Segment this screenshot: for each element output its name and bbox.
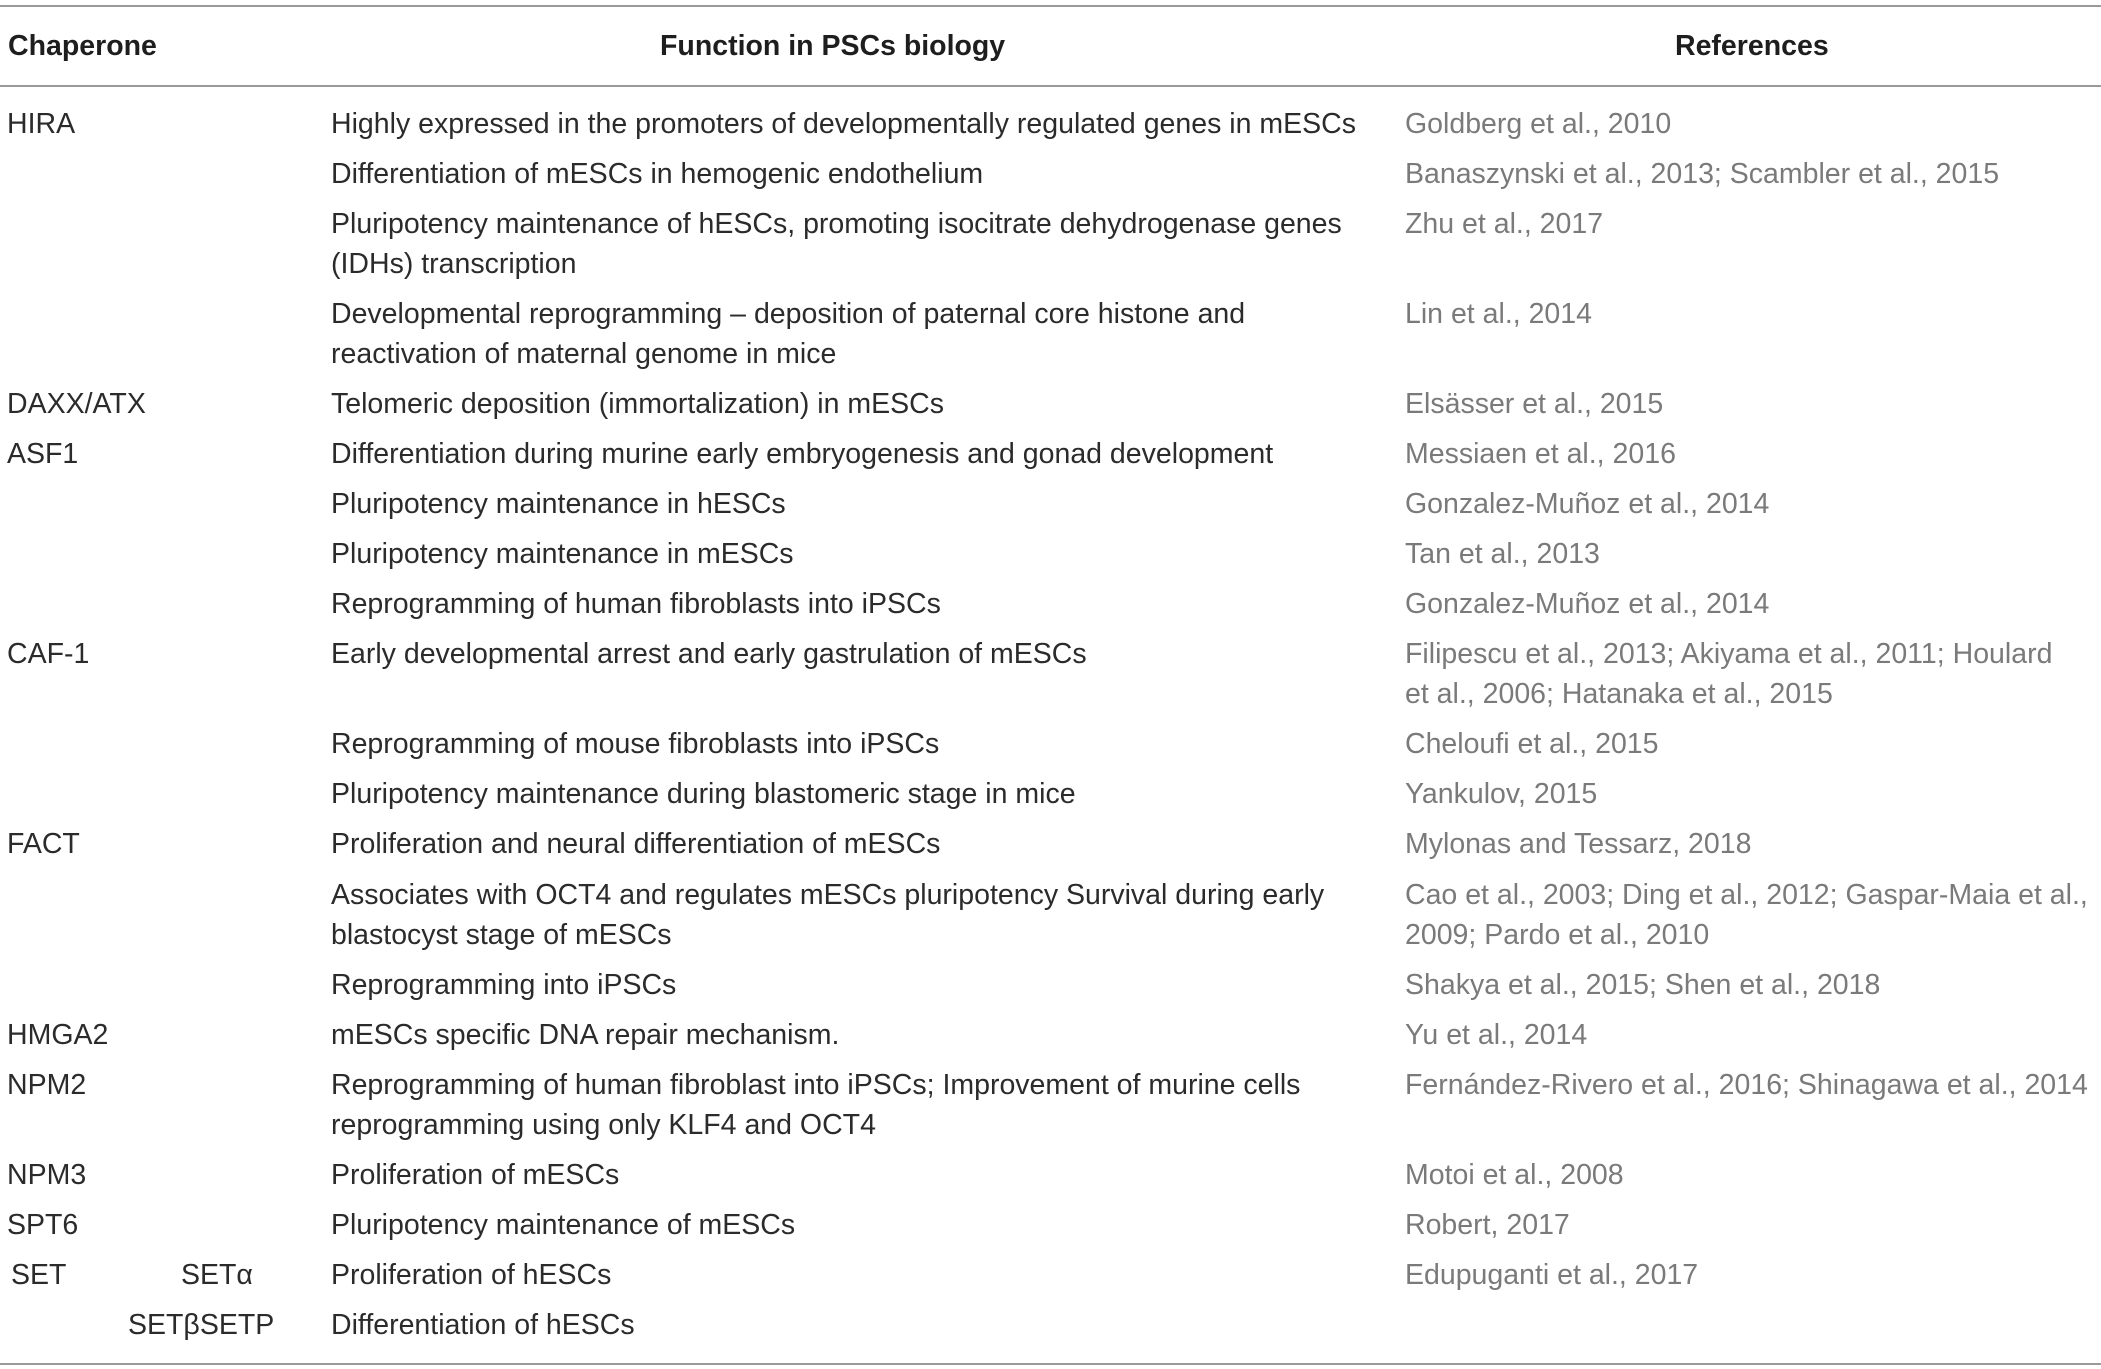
function-text: Reprogramming of human fibroblast into iPSCs; Improvement of murine cells bbox=[331, 1069, 1301, 1101]
reference-text-cont: 2009; Pardo et al., 2010 bbox=[1405, 919, 1710, 951]
reference-text: Yu et al., 2014 bbox=[1405, 1019, 1588, 1051]
reference-text: Filipescu et al., 2013; Akiyama et al., 2011; Houlard bbox=[1405, 638, 2053, 670]
function-text-cont: (IDHs) transcription bbox=[331, 248, 577, 280]
reference-text: Yankulov, 2015 bbox=[1405, 778, 1598, 810]
function-text: Pluripotency maintenance of mESCs bbox=[331, 1209, 796, 1241]
chaperone-name: NPM2 bbox=[7, 1069, 87, 1101]
reference-text: Goldberg et al., 2010 bbox=[1405, 108, 1672, 140]
header-rule bbox=[0, 85, 2101, 87]
header-chaperone: Chaperone bbox=[8, 30, 157, 62]
chaperone-name: HIRA bbox=[7, 108, 76, 140]
function-text: Differentiation of hESCs bbox=[331, 1309, 635, 1341]
reference-text: Robert, 2017 bbox=[1405, 1209, 1570, 1241]
chaperone-name: ASF1 bbox=[7, 438, 79, 470]
reference-text: Messiaen et al., 2016 bbox=[1405, 438, 1676, 470]
set-subtype-alpha: SETα bbox=[181, 1259, 253, 1291]
table-bottom-rule bbox=[0, 1363, 2101, 1365]
function-text: Associates with OCT4 and regulates mESCs pluripotency Survival during early bbox=[331, 879, 1325, 911]
header-function: Function in PSCs biology bbox=[660, 30, 1006, 62]
reference-text: Lin et al., 2014 bbox=[1405, 298, 1592, 330]
reference-text: Cheloufi et al., 2015 bbox=[1405, 728, 1659, 760]
function-text: Pluripotency maintenance in hESCs bbox=[331, 488, 786, 520]
function-text: Reprogramming of human fibroblasts into iPSCs bbox=[331, 588, 941, 620]
function-text: Telomeric deposition (immortalization) in mESCs bbox=[331, 388, 944, 420]
function-text: mESCs specific DNA repair mechanism. bbox=[331, 1019, 840, 1051]
function-text: Pluripotency maintenance in mESCs bbox=[331, 538, 794, 570]
function-text-cont: reactivation of maternal genome in mice bbox=[331, 338, 837, 370]
reference-text: Motoi et al., 2008 bbox=[1405, 1159, 1624, 1191]
function-text: Proliferation of mESCs bbox=[331, 1159, 620, 1191]
reference-text: Fernández-Rivero et al., 2016; Shinagawa et al., 2014 bbox=[1405, 1069, 2088, 1101]
reference-text-cont: et al., 2006; Hatanaka et al., 2015 bbox=[1405, 678, 1833, 710]
function-text: Proliferation and neural differentiation of mESCs bbox=[331, 828, 941, 860]
reference-text: Zhu et al., 2017 bbox=[1405, 208, 1604, 240]
chaperone-name: SPT6 bbox=[7, 1209, 79, 1241]
set-subtype-beta: SETβSETP bbox=[128, 1309, 275, 1341]
chaperone-name: NPM3 bbox=[7, 1159, 87, 1191]
function-text-cont: reprogramming using only KLF4 and OCT4 bbox=[331, 1109, 876, 1141]
function-text: Pluripotency maintenance during blastomeric stage in mice bbox=[331, 778, 1076, 810]
chaperone-name: HMGA2 bbox=[7, 1019, 109, 1051]
reference-text: Tan et al., 2013 bbox=[1405, 538, 1600, 570]
reference-text: Shakya et al., 2015; Shen et al., 2018 bbox=[1405, 969, 1881, 1001]
function-text: Developmental reprogramming – deposition of paternal core histone and bbox=[331, 298, 1246, 330]
function-text: Differentiation during murine early embryogenesis and gonad development bbox=[331, 438, 1274, 470]
reference-text: Mylonas and Tessarz, 2018 bbox=[1405, 828, 1752, 860]
function-text: Early developmental arrest and early gastrulation of mESCs bbox=[331, 638, 1087, 670]
reference-text: Banaszynski et al., 2013; Scambler et al., 2015 bbox=[1405, 158, 2000, 190]
reference-text: Edupuganti et al., 2017 bbox=[1405, 1259, 1699, 1291]
function-text: Highly expressed in the promoters of developmentally regulated genes in mESCs bbox=[331, 108, 1356, 140]
function-text: Reprogramming into iPSCs bbox=[331, 969, 677, 1001]
table-top-rule bbox=[0, 5, 2101, 7]
function-text: Pluripotency maintenance of hESCs, promoting isocitrate dehydrogenase genes bbox=[331, 208, 1342, 240]
header-references: References bbox=[1675, 30, 1829, 62]
reference-text: Gonzalez-Muñoz et al., 2014 bbox=[1405, 588, 1770, 620]
function-text: Proliferation of hESCs bbox=[331, 1259, 612, 1291]
chaperone-name: DAXX/ATX bbox=[7, 388, 146, 420]
function-text: Differentiation of mESCs in hemogenic endothelium bbox=[331, 158, 984, 190]
chaperone-name-set: SET bbox=[11, 1259, 67, 1291]
reference-text: Elsässer et al., 2015 bbox=[1405, 388, 1664, 420]
chaperone-name: CAF-1 bbox=[7, 638, 90, 670]
chaperone-name: FACT bbox=[7, 828, 80, 860]
reference-text: Cao et al., 2003; Ding et al., 2012; Gaspar-Maia et al., bbox=[1405, 879, 2088, 911]
function-text: Reprogramming of mouse fibroblasts into iPSCs bbox=[331, 728, 940, 760]
function-text-cont: blastocyst stage of mESCs bbox=[331, 919, 672, 951]
reference-text: Gonzalez-Muñoz et al., 2014 bbox=[1405, 488, 1770, 520]
